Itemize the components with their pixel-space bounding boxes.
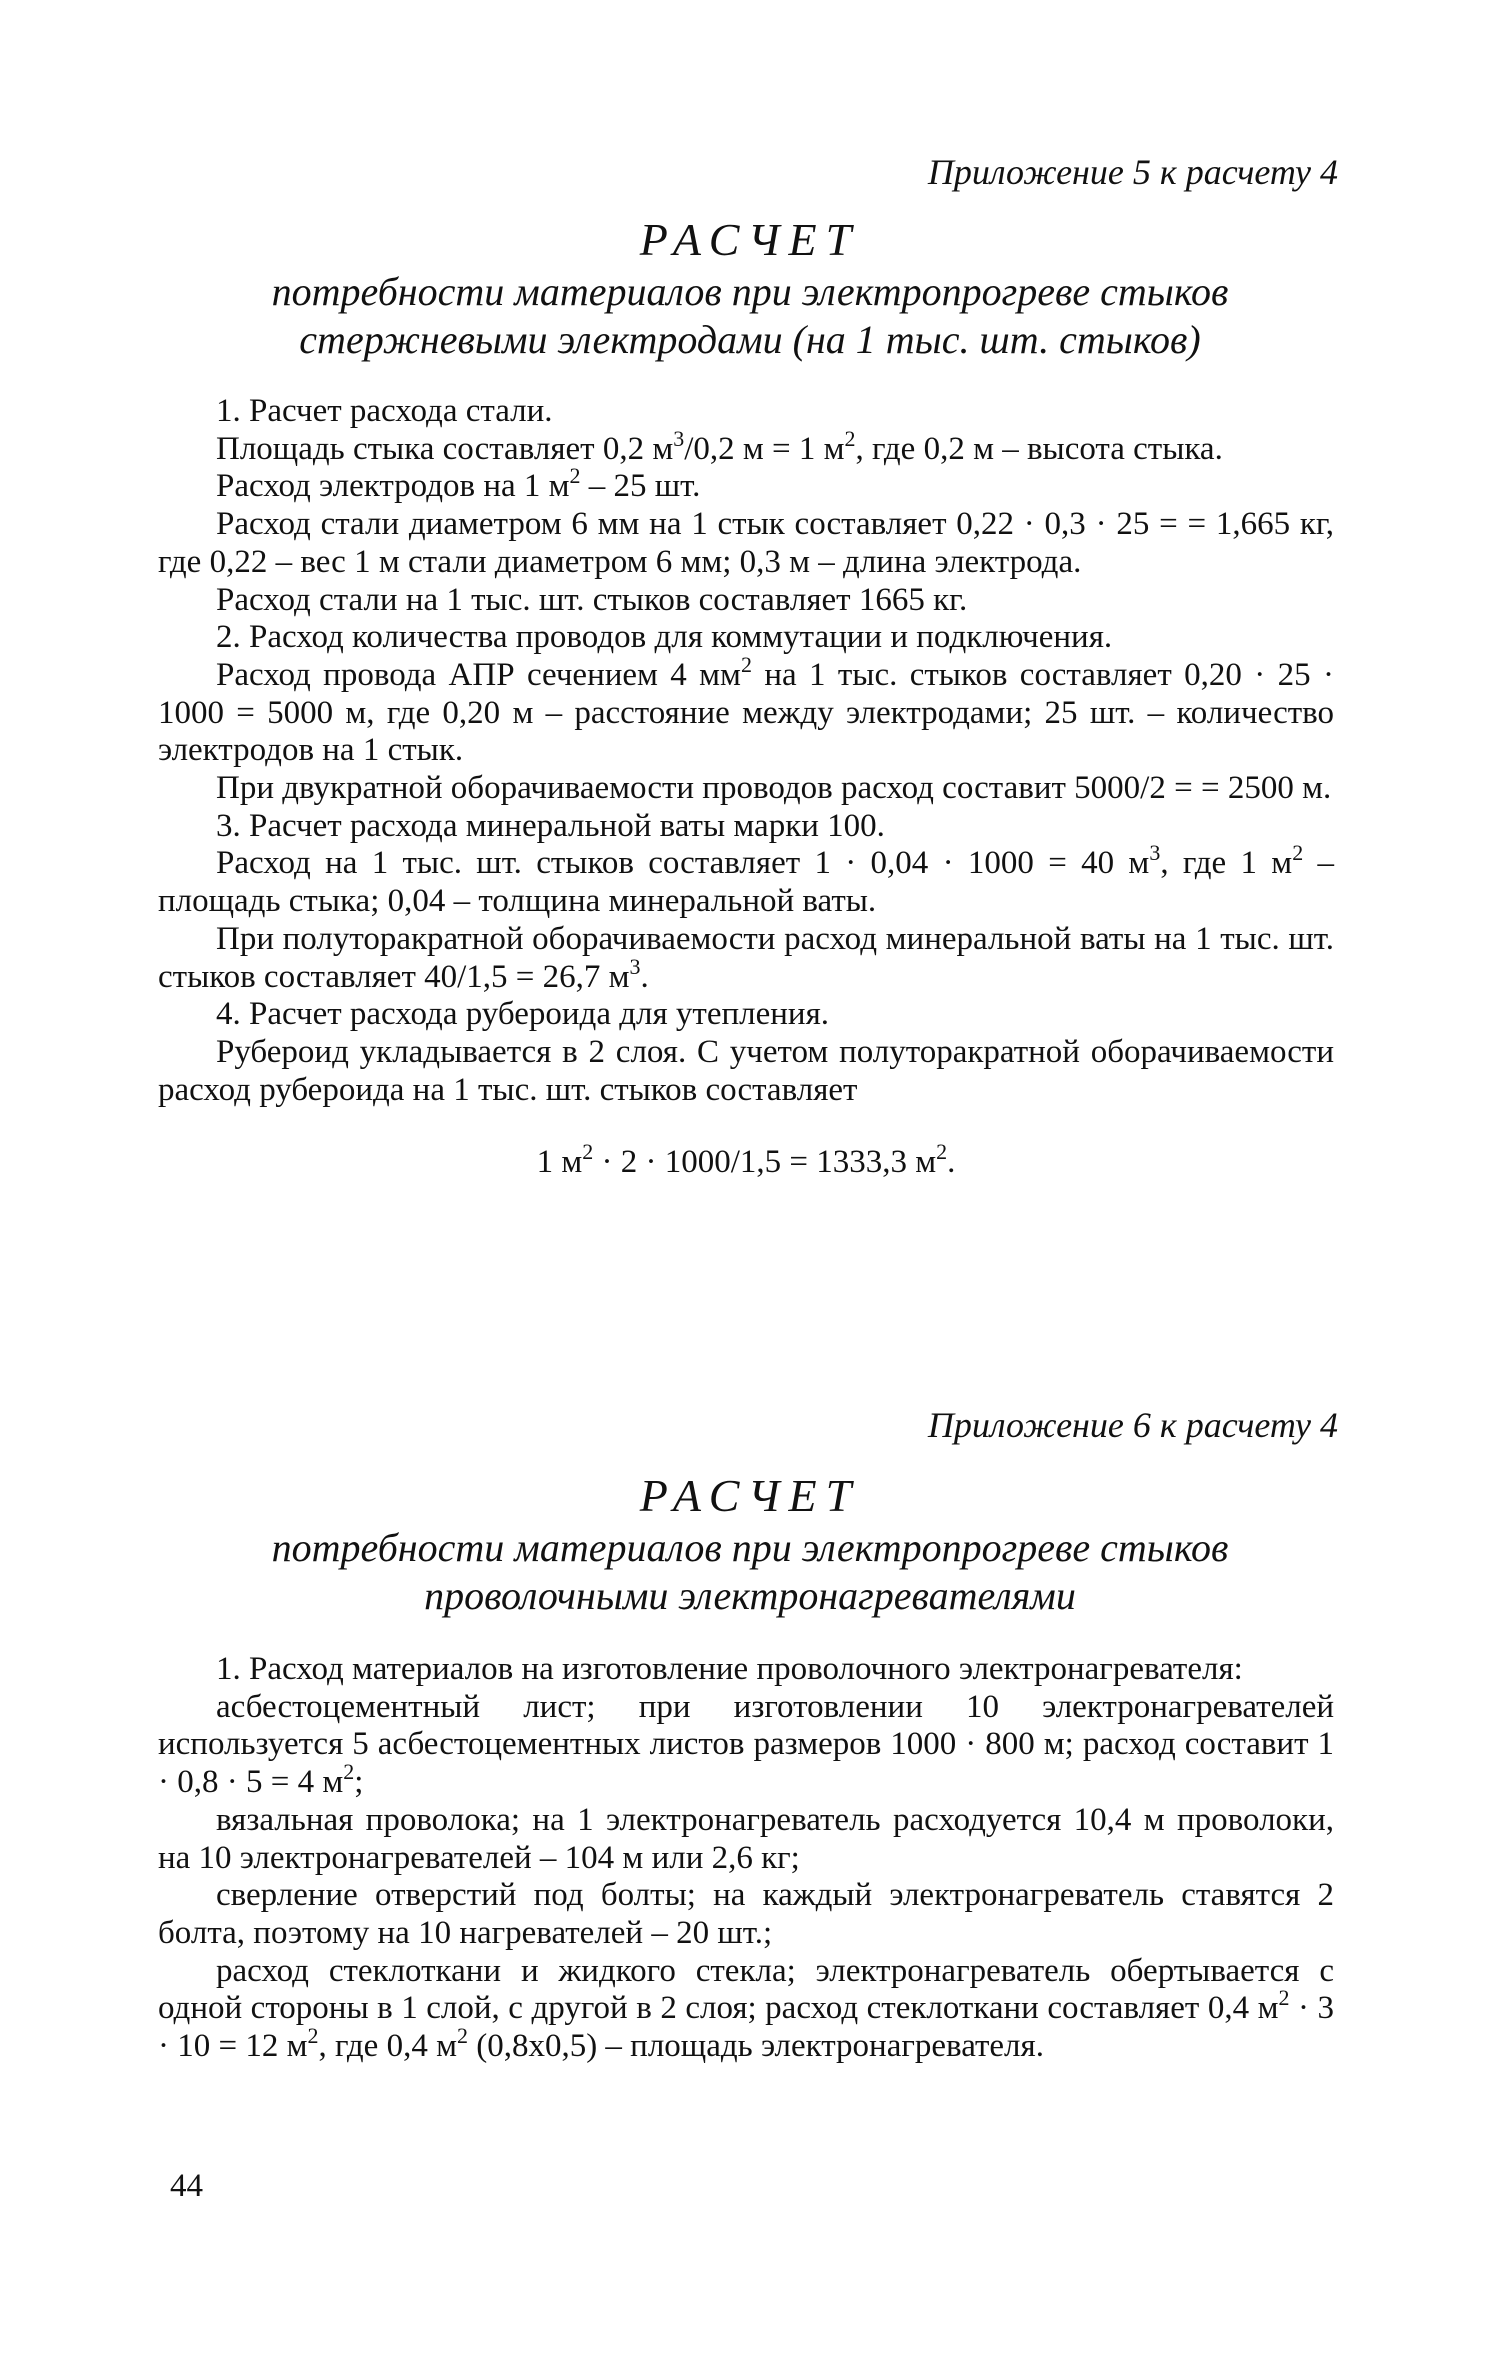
paragraph: Расход на 1 тыс. шт. стыков составляет 1 · 0,04 · 1000 = 40 $м^3$, где 1 $м^2$ – площадь стыка; 0,04 – толщина минеральной ваты.: [158, 840, 1335, 920]
paragraph: 4. Расчет расхода рубероида для утепления.: [216, 996, 829, 1033]
appendix-6-body: [158, 1651, 1334, 2066]
appendix-5-body: [158, 393, 1334, 1182]
paragraph: расход стеклоткани и жидкого стекла; электронагреватель обертывается с одной стороны в 1 слой, с другой в 2 слоя; расход стеклоткани составляет 0,4 $м^2 \cdot 3 \cdot 10 = 12$ $м^2$, где 0,4 $м^2$ (0,8х0,5) – площадь электронагревателя.: [158, 1952, 1334, 2065]
appendix-5-label: Приложение 5 к расчету 4: [927, 152, 1338, 192]
paragraph: Рубероид укладывается в 2 слоя. С учетом полуторакратной оборачиваемости расход рубероида на 1 тыс. шт. стыков составляет: [158, 1033, 1334, 1108]
appendix-6-subtitle-line1: потребности материалов при электропрогреве стыков: [271, 1525, 1229, 1570]
appendix-5-subtitle-line1: потребности материалов при электропрогреве стыков: [271, 269, 1229, 314]
paragraph: Расход стали на 1 тыс. шт. стыков составляет 1665 кг.: [216, 581, 968, 618]
paragraph: асбестоцементный лист; при изготовлении 10 электронагревателей используется 5 асбестоцементных листов размеров 1000 · 800 м; расход составит 1 · 0,8 · 5 = 4 $м^2$;: [158, 1688, 1334, 1801]
paragraph: При двукратной оборачиваемости проводов расход составит 5000/2 = = 2500 м.: [216, 770, 1332, 807]
paragraph: вязальная проволока; на 1 электронагреватель расходуется 10,4 м проволоки, на 10 электронагревателей – 104 м или 2,6 кг;: [158, 1801, 1334, 1876]
paragraph: 1. Расход материалов на изготовление проволочного электронагревателя:: [216, 1651, 1243, 1687]
paragraph: 2. Расход количества проводов для коммутации и подключения.: [216, 619, 1113, 656]
appendix-6-heading: [170, 1468, 1330, 1620]
paragraph: 1. Расчет расхода стали.: [216, 393, 553, 429]
appendix-5-subtitle-line2: стержневыми электродами (на 1 тыс. шт. стыков): [299, 317, 1201, 362]
paragraph: При полуторакратной оборачиваемости расход минеральной ваты на 1 тыс. шт. стыков составляет 40/1,5 = 26,7 $м^3$.: [158, 920, 1334, 995]
formula: 1 $м^2 \cdot 2 \cdot 1000/1,5 = 1333,3$ $м^2$.: [536, 1139, 956, 1181]
appendix-5-title: РАСЧЕТ: [639, 214, 861, 265]
paragraph: Расход электродов на 1 $м^2 - 25$ шт.: [216, 463, 701, 505]
paragraph: сверление отверстий под болты; на каждый электронагреватель ставятся 2 болта, поэтому на 10 нагревателей – 20 шт.;: [158, 1877, 1334, 1951]
appendix-6-label: Приложение 6 к расчету 4: [927, 1405, 1338, 1445]
appendix-5-heading: [170, 212, 1330, 364]
paragraph: Площадь стыка составляет 0,2 $м^3/0,2$ м = 1 $м^2$, где 0,2 м – высота стыка.: [216, 425, 1223, 467]
appendix-6-title: РАСЧЕТ: [639, 1470, 861, 1521]
page-number: 44: [170, 2168, 203, 2204]
appendix-6-subtitle-line2: проволочными электронагревателями: [424, 1573, 1076, 1618]
paragraph: 3. Расчет расхода минеральной ваты марки 100.: [216, 807, 885, 844]
paragraph: Расход стали диаметром 6 мм на 1 стык составляет 0,22 · 0,3 · 25 = = 1,665 кг, где 0,22 – вес 1 м стали диаметром 6 мм; 0,3 м – длина электрода.: [158, 506, 1334, 580]
paragraph: Расход провода АПР сечением 4 $мм^2$ на 1 тыс. стыков составляет 0,20 · 25 · 1000 = 5000 м, где 0,20 м – расстояние между электродами; 25 шт. – количество электродов на 1 стык.: [158, 651, 1334, 769]
